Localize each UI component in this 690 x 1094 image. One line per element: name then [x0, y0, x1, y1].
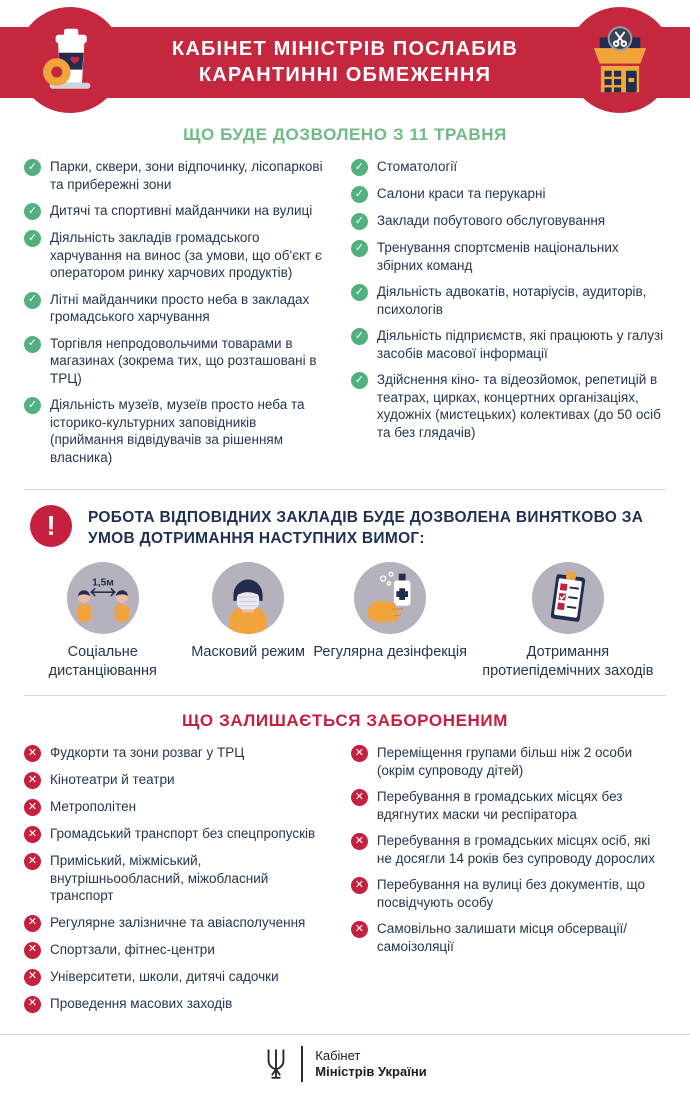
cross-icon: ✕	[24, 745, 41, 762]
exclamation-icon: !	[30, 505, 72, 547]
allowed-lists	[0, 158, 690, 475]
cross-icon: ✕	[24, 853, 41, 870]
allowed-list-item	[351, 239, 666, 274]
check-icon: ✓	[24, 230, 41, 247]
checklist-icon	[532, 562, 604, 634]
cross-icon: ✕	[351, 877, 368, 894]
footer-org-name	[315, 1048, 426, 1080]
page-title-line2: КАРАНТИННІ ОБМЕЖЕННЯ	[130, 62, 560, 88]
allowed-item-text: Тренування спортсменів національних збірних команд	[377, 239, 666, 274]
disinfection-icon	[354, 562, 426, 634]
warning-strip	[0, 505, 690, 549]
page-title	[130, 36, 560, 88]
prohibited-list-item	[24, 852, 333, 905]
requirement-social-distance	[22, 562, 184, 681]
prohibited-list-item	[351, 788, 666, 823]
allowed-list-item	[24, 335, 333, 388]
requirements-row	[0, 562, 690, 681]
prohibited-list-item	[351, 744, 666, 779]
allowed-item-text: Діяльність адвокатів, нотаріусів, аудиторів, психологів	[377, 283, 666, 318]
allowed-list-item	[24, 158, 333, 193]
prohibited-item-text: Перебування в громадських місцях осіб, які не досягли 14 років без супроводу дорослих	[377, 832, 666, 867]
prohibited-item-text: Переміщення групами більш ніж 2 особи (окрім супроводу дітей)	[377, 744, 666, 779]
prohibited-item-text: Самовільно залишати місця обсервації/самоізоляції	[377, 920, 666, 955]
cross-icon: ✕	[351, 789, 368, 806]
requirement-mask	[184, 562, 313, 681]
check-icon: ✓	[24, 292, 41, 309]
allowed-item-text: Салони краси та перукарні	[377, 185, 546, 203]
prohibited-list-item	[24, 914, 333, 932]
allowed-item-text: Заклади побутового обслуговування	[377, 212, 605, 230]
prohibited-list-item	[24, 825, 333, 843]
cross-icon: ✕	[24, 799, 41, 816]
mask-icon	[212, 562, 284, 634]
prohibited-list-item	[24, 941, 333, 959]
allowed-list-item	[24, 396, 333, 466]
header	[0, 0, 690, 116]
check-icon: ✓	[351, 186, 368, 203]
cross-icon: ✕	[24, 942, 41, 959]
allowed-column-right	[351, 158, 666, 475]
check-icon: ✓	[24, 159, 41, 176]
prohibited-list-item	[351, 876, 666, 911]
footer-org-line2: Міністрів України	[315, 1064, 426, 1080]
page-title-line1: КАБІНЕТ МІНІСТРІВ ПОСЛАБИВ	[130, 36, 560, 62]
prohibited-item-text: Метрополітен	[50, 798, 136, 816]
allowed-item-text: Парки, сквери, зони відпочинку, лісопаркові та прибережні зони	[50, 158, 333, 193]
check-icon: ✓	[351, 240, 368, 257]
prohibited-list-item	[351, 920, 666, 955]
allowed-list-item	[24, 202, 333, 220]
allowed-item-text: Діяльність підприємств, які працюють у галузі засобів масової інформації	[377, 327, 666, 362]
cross-icon: ✕	[24, 996, 41, 1013]
social-distance-icon	[67, 562, 139, 634]
bubbles	[381, 572, 393, 585]
footer-divider-bar	[301, 1046, 303, 1082]
prohibited-item-text: Спортзали, фітнес-центри	[50, 941, 215, 959]
requirement-label: Соціальне дистанціювання	[22, 643, 184, 681]
requirement-checklist	[468, 562, 668, 681]
requirement-label: Регулярна дезінфекція	[313, 643, 467, 662]
prohibited-item-text: Приміський, міжміський, внутрішньообласний, міжобласний транспорт	[50, 852, 333, 905]
allowed-list-item	[351, 212, 666, 230]
check-icon: ✓	[24, 203, 41, 220]
prohibited-column-right	[351, 744, 666, 1022]
prohibited-item-text: Університети, школи, дитячі садочки	[50, 968, 279, 986]
cross-icon: ✕	[24, 915, 41, 932]
prohibited-list-item	[24, 771, 333, 789]
warning-text: РОБОТА ВІДПОВІДНИХ ЗАКЛАДІВ БУДЕ ДОЗВОЛЕНА ВИНЯТКОВО ЗА УМОВ ДОТРИМАННЯ НАСТУПНИХ ВИМОГ:	[88, 505, 660, 549]
cross-icon: ✕	[24, 826, 41, 843]
cross-icon: ✕	[351, 921, 368, 938]
prohibited-list-item	[24, 744, 333, 762]
allowed-item-text: Стоматології	[377, 158, 457, 176]
prohibited-item-text: Перебування в громадських місцях без вдягнутих маски чи респіратора	[377, 788, 666, 823]
cross-icon: ✕	[24, 969, 41, 986]
allowed-list-item	[351, 371, 666, 441]
cross-icon: ✕	[351, 745, 368, 762]
shop-scissors-icon	[567, 7, 673, 113]
prohibited-item-text: Перебування на вулиці без документів, що посвідчують особу	[377, 876, 666, 911]
cross-icon: ✕	[24, 772, 41, 789]
prohibited-item-text: Фудкорти та зони розваг у ТРЦ	[50, 744, 244, 762]
allowed-list-item	[351, 283, 666, 318]
allowed-list-item	[24, 229, 333, 282]
prohibited-column-left	[24, 744, 333, 1022]
shop-graphic	[583, 22, 657, 98]
allowed-item-text: Діяльність закладів громадського харчування на винос (за умови, що об'єкт є оператором ринку харчових продуктів)	[50, 229, 333, 282]
prohibited-lists	[0, 744, 690, 1022]
requirement-label: Масковий режим	[191, 643, 305, 662]
cross-icon: ✕	[351, 833, 368, 850]
coffee-cup-donut-icon	[17, 7, 123, 113]
allowed-list-item	[351, 158, 666, 176]
prohibited-list-item	[24, 968, 333, 986]
allowed-column-left	[24, 158, 333, 475]
prohibited-list-item	[351, 832, 666, 867]
prohibited-list-item	[24, 995, 333, 1013]
requirement-label: Дотримання протиепідемічних заходів	[468, 643, 668, 681]
allowed-heading: ЩО БУДЕ ДОЗВОЛЕНО З 11 ТРАВНЯ	[0, 125, 690, 145]
check-icon: ✓	[351, 372, 368, 389]
person-left	[76, 590, 91, 622]
allowed-item-text: Дитячі та спортивні майданчики на вулиці	[50, 202, 312, 220]
person-right	[114, 590, 129, 622]
coffee-cup-graphic	[34, 22, 106, 98]
allowed-item-text: Здійснення кіно- та відеозйомок, репетицій в театрах, цирках, концертних організаціях, художніх (мистецьких) колективах (до 50 осіб та без глядачів)	[377, 371, 666, 441]
allowed-item-text: Торгівля непродовольчими товарами в магазинах (зокрема тих, що розташовані в ТРЦ)	[50, 335, 333, 388]
allowed-list-item	[351, 327, 666, 362]
allowed-item-text: Літні майданчики просто неба в закладах громадського харчування	[50, 291, 333, 326]
prohibited-item-text: Громадський транспорт без спецпропусків	[50, 825, 315, 843]
allowed-item-text: Діяльність музеїв, музеїв просто неба та історико-культурних заповідників (приймання відвідувачів за рішенням власника)	[50, 396, 333, 466]
allowed-list-item	[351, 185, 666, 203]
trident-icon	[263, 1047, 289, 1081]
check-icon: ✓	[351, 213, 368, 230]
prohibited-item-text: Кінотеатри й театри	[50, 771, 175, 789]
check-icon: ✓	[24, 397, 41, 414]
allowed-list-item	[24, 291, 333, 326]
footer-org-line1: Кабінет	[315, 1048, 426, 1064]
distance-badge: 1,5м	[92, 577, 114, 588]
section-divider	[24, 489, 666, 490]
prohibited-item-text: Проведення масових заходів	[50, 995, 232, 1013]
check-icon: ✓	[351, 328, 368, 345]
footer	[0, 1034, 690, 1094]
prohibited-item-text: Регулярне залізничне та авіасполучення	[50, 914, 305, 932]
check-icon: ✓	[351, 159, 368, 176]
check-icon: ✓	[24, 336, 41, 353]
requirement-disinfection	[313, 562, 468, 681]
prohibited-heading: ЩО ЗАЛИШАЄТЬСЯ ЗАБОРОНЕНИМ	[0, 711, 690, 731]
check-icon: ✓	[351, 284, 368, 301]
prohibited-list-item	[24, 798, 333, 816]
section-divider	[24, 695, 666, 696]
